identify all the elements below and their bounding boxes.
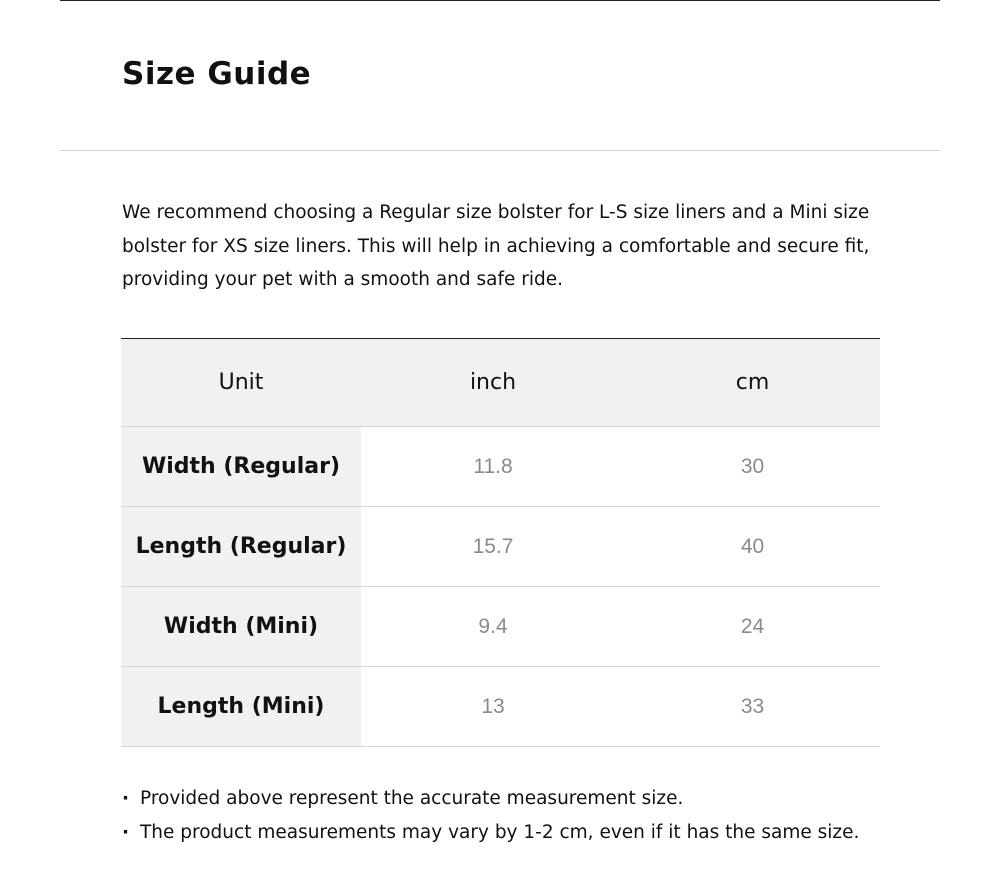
bullet-icon: ·	[122, 788, 130, 809]
header-inch: inch	[361, 339, 625, 427]
intro-line: providing your pet with a smooth and safe ride.	[122, 269, 564, 290]
size-table	[121, 338, 880, 747]
table-row	[121, 667, 880, 747]
inch-value: 9.4	[361, 587, 625, 667]
table-header-row	[121, 339, 880, 427]
bullet-icon: ·	[122, 821, 130, 843]
inch-value: 13	[361, 667, 625, 747]
cm-value: 33	[625, 667, 880, 747]
notes-list	[122, 782, 859, 849]
table-row	[121, 507, 880, 587]
header-unit: Unit	[121, 339, 361, 427]
note-item	[122, 816, 859, 850]
cm-value: 24	[625, 587, 880, 667]
row-label: Length (Mini)	[121, 667, 361, 747]
intro-line: We recommend choosing a Regular size bolster for L-S size liners and a Mini size	[122, 202, 870, 223]
note-text: Provided above represent the accurate measurement size.	[140, 788, 684, 809]
header-cm: cm	[625, 339, 880, 427]
row-label: Length (Regular)	[121, 507, 361, 587]
table-row	[121, 587, 880, 667]
inch-value: 15.7	[361, 507, 625, 587]
table-row	[121, 427, 880, 507]
note-item	[122, 782, 859, 816]
cm-value: 30	[625, 427, 880, 507]
intro-line: bolster for XS size liners. This will help in achieving a comfortable and secure fit,	[122, 235, 870, 257]
note-text: The product measurements may vary by 1-2 cm, even if it has the same size.	[140, 821, 860, 843]
page-title: Size Guide	[122, 56, 312, 92]
row-label: Width (Mini)	[121, 587, 361, 667]
top-divider	[60, 0, 940, 1]
section-divider	[60, 150, 940, 151]
row-label: Width (Regular)	[121, 427, 361, 507]
intro-text	[122, 196, 922, 297]
inch-value: 11.8	[361, 427, 625, 507]
cm-value: 40	[625, 507, 880, 587]
